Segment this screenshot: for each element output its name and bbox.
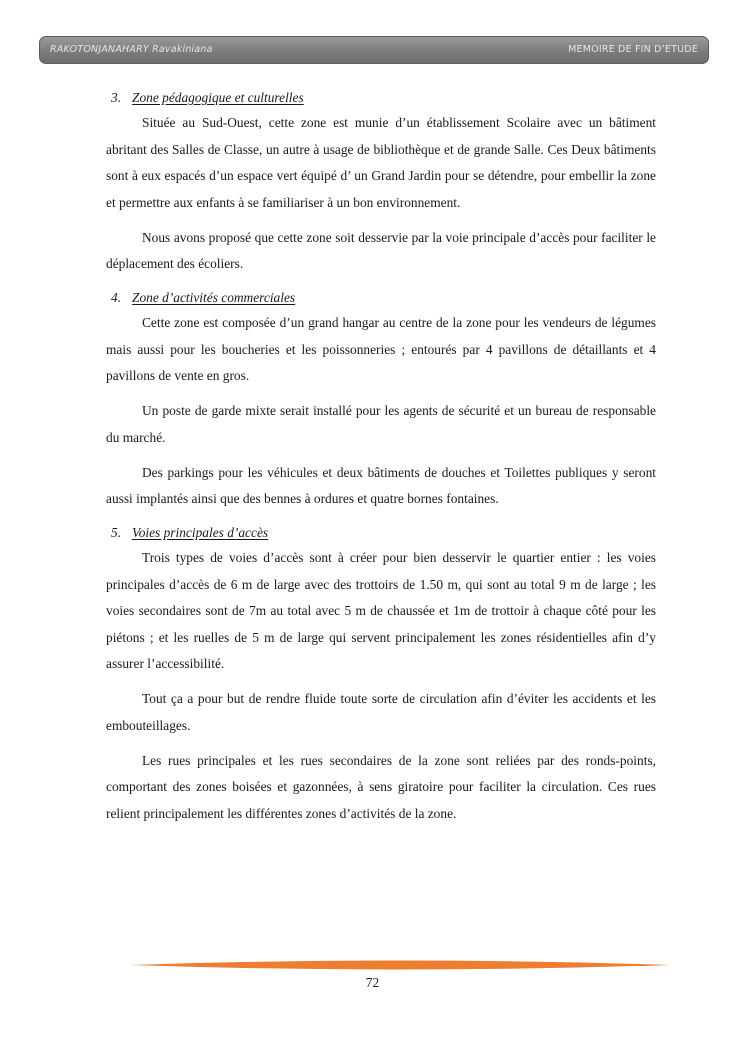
section-number: 4. — [111, 290, 122, 305]
paragraph: Trois types de voies d’accès sont à créer pour bien desservir le quartier entier : les voies principales d’accès de 6 m de large avec des trottoirs de 1.50 m, qui sont au total 9 m de large ; les voies secondaires sont de 7m au total avec 5 m de chaussée et 1m de trottoir à chaque côté pour les piétons ; et les ruelles de 5 m de large qui servent principalement les zones résidentielles afin d’y assurer l’accessibilité. — [106, 550, 656, 671]
section-heading-3 — [111, 86, 656, 110]
section-title: Zone d’activités commerciales — [132, 290, 296, 305]
header-document-title: MEMOIRE DE FIN D’ETUDE — [568, 44, 698, 55]
section-number: 5. — [111, 525, 122, 540]
paragraph: Située au Sud-Ouest, cette zone est munie d’un établissement Scolaire avec un bâtiment abritant des Salles de Classe, un autre à usage de bibliothèque et de grande Salle. Ces Deux bâtiments sont à eux espacés d’un espace vert équipé d’ un Grand Jardin pour se détendre, pour embellir la zone et permettre aux enfants à se familiariser à un bon environnement. — [106, 115, 656, 210]
section-number: 3. — [111, 90, 122, 105]
section-heading-5 — [111, 521, 656, 545]
paragraph: Un poste de garde mixte serait installé pour les agents de sécurité et un bureau de responsable du marché. — [106, 403, 656, 445]
running-header — [39, 36, 709, 64]
paragraph: Nous avons proposé que cette zone soit desservie par la voie principale d’accès pour faciliter le déplacement des écoliers. — [106, 229, 656, 271]
footer-accent-shape — [130, 961, 670, 970]
page-number: 72 — [365, 975, 380, 990]
paragraph: Les rues principales et les rues secondaires de la zone sont reliées par des ronds-points, comportant des zones boisées et gazonnées, à sens giratoire pour faciliter la circulation. Ces rues relient principalement les différentes zones d’activités de la zone. — [106, 752, 656, 821]
paragraph: Tout ça a pour but de rendre fluide toute sorte de circulation afin d’éviter les accidents et les embouteillages. — [106, 691, 656, 733]
paragraph: Des parkings pour les véhicules et deux bâtiments de douches et Toilettes publiques y seront aussi implantés ainsi que des bennes à ordures et quatre bornes fontaines. — [106, 464, 656, 506]
footer-accent-bar — [130, 958, 670, 972]
page-body — [106, 86, 656, 836]
section-heading-4 — [111, 286, 656, 310]
paragraph: Cette zone est composée d’un grand hangar au centre de la zone pour les vendeurs de légumes mais aussi pour les boucheries et les poissonneries ; entourés par 4 pavillons de détaillants et 4 pavillons de vente en gros. — [106, 315, 656, 383]
header-author: RAKOTONJANAHARY Ravakiniana — [50, 44, 213, 55]
section-title: Zone pédagogique et culturelles — [132, 90, 304, 105]
section-title: Voies principales d’accès — [132, 525, 269, 540]
